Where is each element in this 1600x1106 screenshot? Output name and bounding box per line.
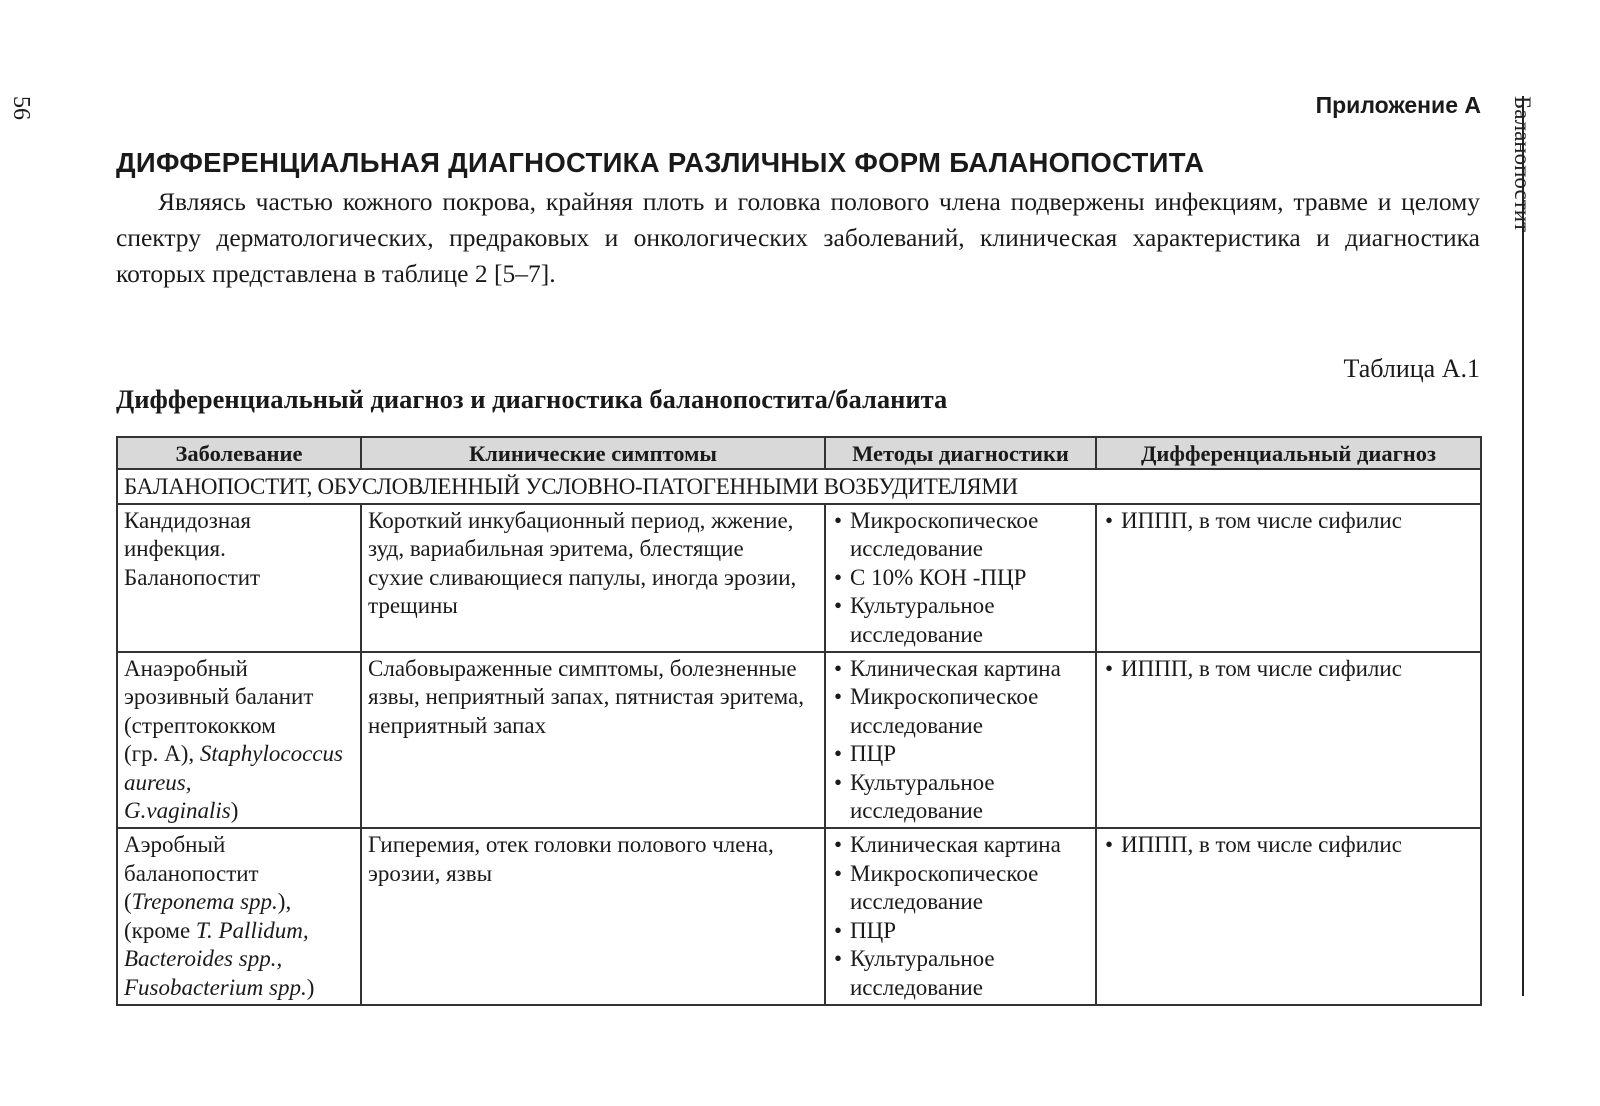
disease-line: [124, 974, 354, 1002]
table-row: [117, 828, 1481, 1004]
species-name: Bacteroides spp.,: [124, 946, 283, 972]
disease-line: инфекция.: [124, 536, 226, 562]
methods-cell: [825, 828, 1096, 1004]
disease-line: [124, 917, 354, 945]
disease-line: [124, 769, 354, 797]
method-item: • Культуральное исследование: [832, 945, 1089, 1002]
table-header-row: [117, 437, 1481, 469]
symptoms-line: язвы, неприятный запах, пятнистая эритема,: [368, 684, 805, 710]
disease-line: (стрептококком: [124, 712, 276, 738]
intro-paragraph: Являясь частью кожного покрова, крайняя плоть и головка полового члена подвержены инфекциям, травме и целому спектру дерматологических, предраковых и онкологических заболеваний, клиническая характеристика и диагностика которых представлена в таблице 2 [5–7].: [116, 187, 1480, 288]
species-name: G.vaginalis: [124, 798, 231, 824]
differential-item: • ИППП, в том числе сифилис: [1103, 831, 1474, 859]
disease-line: Аэробный: [124, 832, 226, 858]
disease-line: Анаэробный: [124, 656, 248, 682]
differential-cell: [1096, 652, 1481, 828]
methods-cell: [825, 504, 1096, 652]
method-item: • Культуральное исследование: [832, 592, 1089, 649]
method-item: • Культуральное исследование: [832, 769, 1089, 826]
symptoms-line: Короткий инкубационный период, жжение,: [368, 508, 794, 533]
section-row: [117, 469, 1481, 504]
method-item: • Микроскопическое исследование: [832, 507, 1089, 564]
symptoms-cell: [361, 652, 825, 828]
symptoms-line: эрозии, язвы: [368, 860, 493, 886]
header-methods: Методы диагностики: [825, 437, 1096, 469]
differential-cell: [1096, 828, 1481, 1004]
disease-line: [124, 740, 354, 768]
disease-line: [124, 797, 354, 825]
method-item: • Микроскопическое исследование: [832, 683, 1089, 740]
species-name: Staphylococcus: [199, 741, 343, 767]
symptoms-line: сухие сливающиеся папулы, иногда эрозии,: [368, 564, 797, 590]
disease-text: (: [124, 889, 132, 915]
species-name: aureus,: [124, 769, 192, 795]
symptoms-line: трещины: [368, 593, 458, 619]
differential-item: • ИППП, в том числе сифилис: [1103, 655, 1474, 683]
table-label: Таблица А.1: [1343, 354, 1480, 383]
disease-text: ): [306, 974, 315, 1000]
header-disease: Заболевание: [117, 437, 361, 469]
disease-line: баланопостит: [124, 860, 259, 886]
page-number: 56: [8, 96, 34, 120]
appendix-label: Приложение А: [1315, 92, 1481, 118]
disease-text: ): [230, 798, 239, 824]
symptoms-cell: [361, 504, 825, 652]
diagnosis-table: [116, 436, 1482, 1006]
method-item: • С 10% КОН -ПЦР: [832, 564, 1089, 592]
disease-text: (кроме: [124, 917, 196, 943]
symptoms-line: Слабовыраженные симптомы, болезненные: [368, 656, 797, 682]
differential-item: • ИППП, в том числе сифилис: [1103, 507, 1474, 535]
disease-cell: [117, 652, 361, 828]
disease-text: (гр. А),: [124, 741, 200, 767]
disease-line: Кандидозная: [124, 508, 251, 533]
page-title: ДИФФЕРЕНЦИАЛЬНАЯ ДИАГНОСТИКА РАЗЛИЧНЫХ ФОРМ БАЛАНОПОСТИТА: [116, 147, 1205, 178]
running-head: Баланопостит: [1510, 96, 1535, 233]
disease-text: ),: [277, 889, 292, 915]
methods-cell: [825, 652, 1096, 828]
table-title: Дифференциальный диагноз и диагностика баланопостита/баланита: [116, 384, 948, 414]
method-item: • Клиническая картина: [832, 655, 1089, 683]
disease-line: [124, 945, 354, 973]
disease-cell: [117, 504, 361, 652]
species-name: Fusobacterium spp.: [124, 974, 307, 1000]
section-heading: БАЛАНОПОСТИТ, ОБУСЛОВЛЕННЫЙ УСЛОВНО-ПАТОГЕННЫМИ ВОЗБУДИТЕЛЯМИ: [117, 469, 1481, 504]
method-item: • Клиническая картина: [832, 831, 1089, 859]
header-differential: Дифференциальный диагноз: [1096, 437, 1481, 469]
symptoms-line: Гиперемия, отек головки полового члена,: [368, 832, 774, 858]
disease-line: эрозивный баланит: [124, 684, 314, 710]
disease-line: Баланопостит: [124, 564, 261, 590]
symptoms-cell: [361, 828, 825, 1004]
species-name: Treponema spp.: [131, 889, 278, 915]
table-row: [117, 504, 1481, 652]
method-item: • ПЦР: [832, 740, 1089, 768]
disease-line: [124, 888, 354, 916]
species-name: T. Pallidum,: [195, 917, 309, 943]
header-symptoms: Клинические симптомы: [361, 437, 825, 469]
symptoms-line: зуд, вариабильная эритема, блестящие: [368, 536, 744, 562]
differential-cell: [1096, 504, 1481, 652]
disease-cell: [117, 828, 361, 1004]
method-item: • Микроскопическое исследование: [832, 860, 1089, 917]
method-item: • ПЦР: [832, 917, 1089, 945]
symptoms-line: неприятный запах: [368, 712, 547, 738]
table-row: [117, 652, 1481, 828]
